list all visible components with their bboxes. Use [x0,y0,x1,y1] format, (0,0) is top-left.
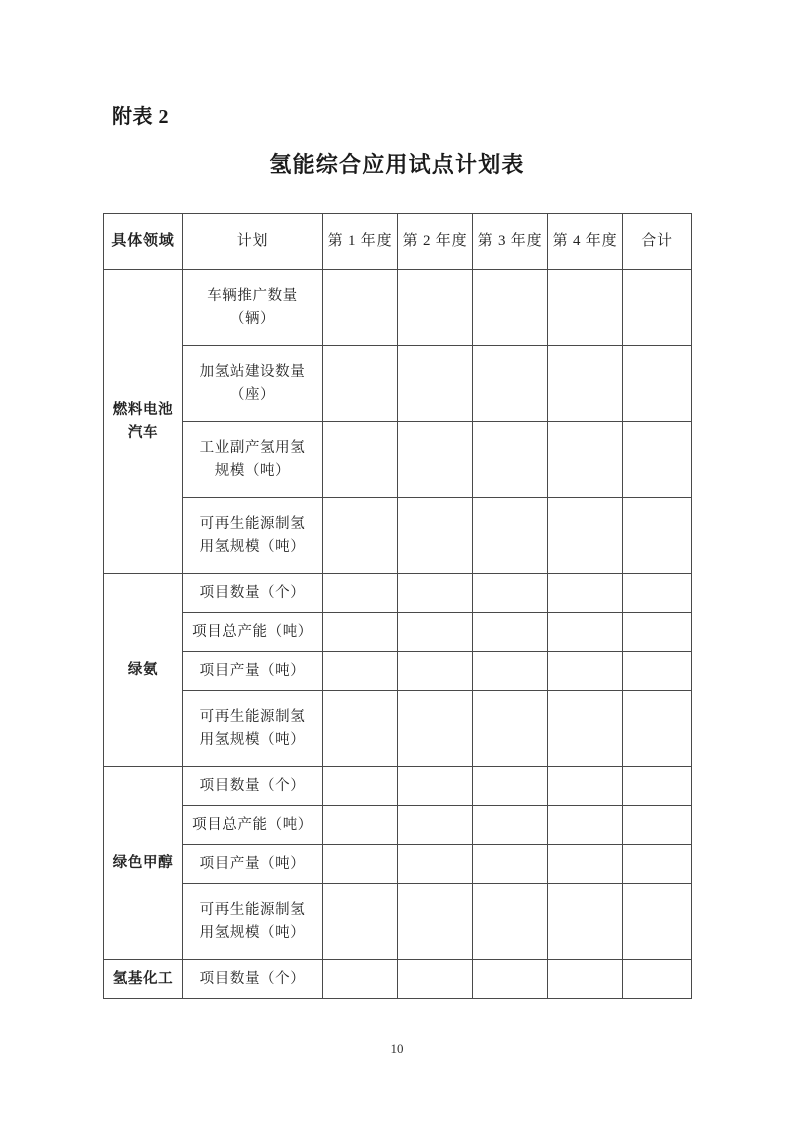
value-cell-year2[interactable] [398,767,473,806]
table-row [104,960,692,999]
header-cell-year-4: 第 4 年度 [548,214,623,270]
value-cell-year1[interactable] [323,767,398,806]
plan-cell [183,270,323,346]
value-cell-total[interactable] [623,270,692,346]
value-cell-year2[interactable] [398,884,473,960]
value-cell-year2[interactable] [398,652,473,691]
value-cell-year2[interactable] [398,613,473,652]
table-row [104,691,692,767]
value-cell-year1[interactable] [323,498,398,574]
domain-label-line1: 氢基化工 [112,970,174,987]
header-cell-domain: 具体领域 [104,214,183,270]
table-row [104,498,692,574]
value-cell-year1[interactable] [323,613,398,652]
value-cell-year3[interactable] [473,806,548,845]
table-row [104,270,692,346]
value-cell-year1[interactable] [323,270,398,346]
plan-label-line1: 车辆推广数量 [207,287,298,304]
plan-label-line2: 用氢规模（吨） [199,731,306,748]
value-cell-year3[interactable] [473,613,548,652]
plan-label-line1: 项目产量（吨） [199,855,306,872]
value-cell-total[interactable] [623,884,692,960]
value-cell-year4[interactable] [548,270,623,346]
value-cell-total[interactable] [623,767,692,806]
page-number: 10 [390,1041,404,1056]
value-cell-year4[interactable] [548,652,623,691]
domain-cell [104,270,183,574]
table-row [104,806,692,845]
value-cell-year2[interactable] [398,498,473,574]
plan-label-line2: （辆） [229,310,276,327]
value-cell-total[interactable] [623,613,692,652]
value-cell-year1[interactable] [323,806,398,845]
plan-label-line1: 项目数量（个） [199,970,306,987]
value-cell-total[interactable] [623,346,692,422]
domain-cell [104,767,183,960]
table-row [104,574,692,613]
value-cell-year1[interactable] [323,845,398,884]
hydrogen-plan-table [103,213,692,999]
value-cell-year2[interactable] [398,960,473,999]
value-cell-year3[interactable] [473,652,548,691]
value-cell-total[interactable] [623,498,692,574]
value-cell-total[interactable] [623,574,692,613]
table-row [104,767,692,806]
table-row [104,422,692,498]
domain-label-line1: 燃料电池 [112,401,174,418]
value-cell-year2[interactable] [398,845,473,884]
value-cell-year4[interactable] [548,613,623,652]
value-cell-year3[interactable] [473,691,548,767]
plan-label-line1: 工业副产氢用氢 [199,439,306,456]
value-cell-year3[interactable] [473,498,548,574]
plan-cell [183,845,323,884]
plan-cell [183,498,323,574]
plan-label-line2: 用氢规模（吨） [199,538,306,555]
table-row [104,346,692,422]
plan-cell [183,574,323,613]
attachment-label: 附表 2 [112,106,169,128]
plan-cell [183,960,323,999]
value-cell-year4[interactable] [548,422,623,498]
plan-label-line1: 项目数量（个） [199,777,306,794]
table-row [104,884,692,960]
value-cell-total[interactable] [623,422,692,498]
plan-cell [183,884,323,960]
plan-label-line1: 可再生能源制氢 [199,708,306,725]
domain-label-line1: 绿色甲醇 [112,854,174,871]
header-cell-year-3: 第 3 年度 [473,214,548,270]
value-cell-year3[interactable] [473,270,548,346]
value-cell-year1[interactable] [323,346,398,422]
domain-cell [104,960,183,999]
table-row [104,613,692,652]
domain-label-line1: 绿氨 [127,661,159,678]
value-cell-year1[interactable] [323,691,398,767]
plan-cell [183,613,323,652]
value-cell-year4[interactable] [548,806,623,845]
value-cell-year1[interactable] [323,574,398,613]
value-cell-total[interactable] [623,691,692,767]
value-cell-year4[interactable] [548,845,623,884]
header-cell-plan: 计划 [183,214,323,270]
value-cell-year1[interactable] [323,884,398,960]
header-cell-year-2: 第 2 年度 [398,214,473,270]
plan-table-container [103,213,691,999]
plan-label-line1: 项目产量（吨） [199,662,306,679]
page-title: 氢能综合应用试点计划表 [269,152,525,177]
value-cell-year1[interactable] [323,422,398,498]
value-cell-year2[interactable] [398,346,473,422]
value-cell-total[interactable] [623,652,692,691]
value-cell-year3[interactable] [473,884,548,960]
plan-cell [183,652,323,691]
plan-label-line1: 项目总产能（吨） [192,623,313,640]
value-cell-year4[interactable] [548,574,623,613]
value-cell-year4[interactable] [548,498,623,574]
value-cell-total[interactable] [623,845,692,884]
value-cell-year4[interactable] [548,767,623,806]
value-cell-year3[interactable] [473,767,548,806]
plan-cell [183,346,323,422]
value-cell-year4[interactable] [548,346,623,422]
header-cell-total: 合计 [623,214,692,270]
value-cell-year1[interactable] [323,960,398,999]
value-cell-year4[interactable] [548,691,623,767]
value-cell-year2[interactable] [398,691,473,767]
plan-label-line2: 用氢规模（吨） [199,924,306,941]
value-cell-year4[interactable] [548,960,623,999]
value-cell-year4[interactable] [548,884,623,960]
value-cell-year3[interactable] [473,845,548,884]
value-cell-year3[interactable] [473,574,548,613]
value-cell-year1[interactable] [323,652,398,691]
domain-label-line2: 汽车 [127,424,159,441]
value-cell-year2[interactable] [398,574,473,613]
value-cell-year3[interactable] [473,960,548,999]
value-cell-year3[interactable] [473,346,548,422]
header-cell-year-1: 第 1 年度 [323,214,398,270]
plan-label-line1: 加氢站建设数量 [199,363,306,380]
value-cell-total[interactable] [623,806,692,845]
plan-label-line1: 可再生能源制氢 [199,515,306,532]
plan-label-line1: 项目总产能（吨） [192,816,313,833]
value-cell-year2[interactable] [398,806,473,845]
value-cell-year2[interactable] [398,270,473,346]
plan-label-line2: 规模（吨） [214,462,291,479]
plan-cell [183,767,323,806]
value-cell-total[interactable] [623,960,692,999]
plan-cell [183,691,323,767]
plan-label-line2: （座） [229,386,276,403]
plan-label-line1: 可再生能源制氢 [199,901,306,918]
plan-cell [183,422,323,498]
plan-label-line1: 项目数量（个） [199,584,306,601]
domain-cell [104,574,183,767]
table-row [104,845,692,884]
table-row [104,652,692,691]
table-header-row [104,214,692,270]
value-cell-year3[interactable] [473,422,548,498]
plan-cell [183,806,323,845]
value-cell-year2[interactable] [398,422,473,498]
